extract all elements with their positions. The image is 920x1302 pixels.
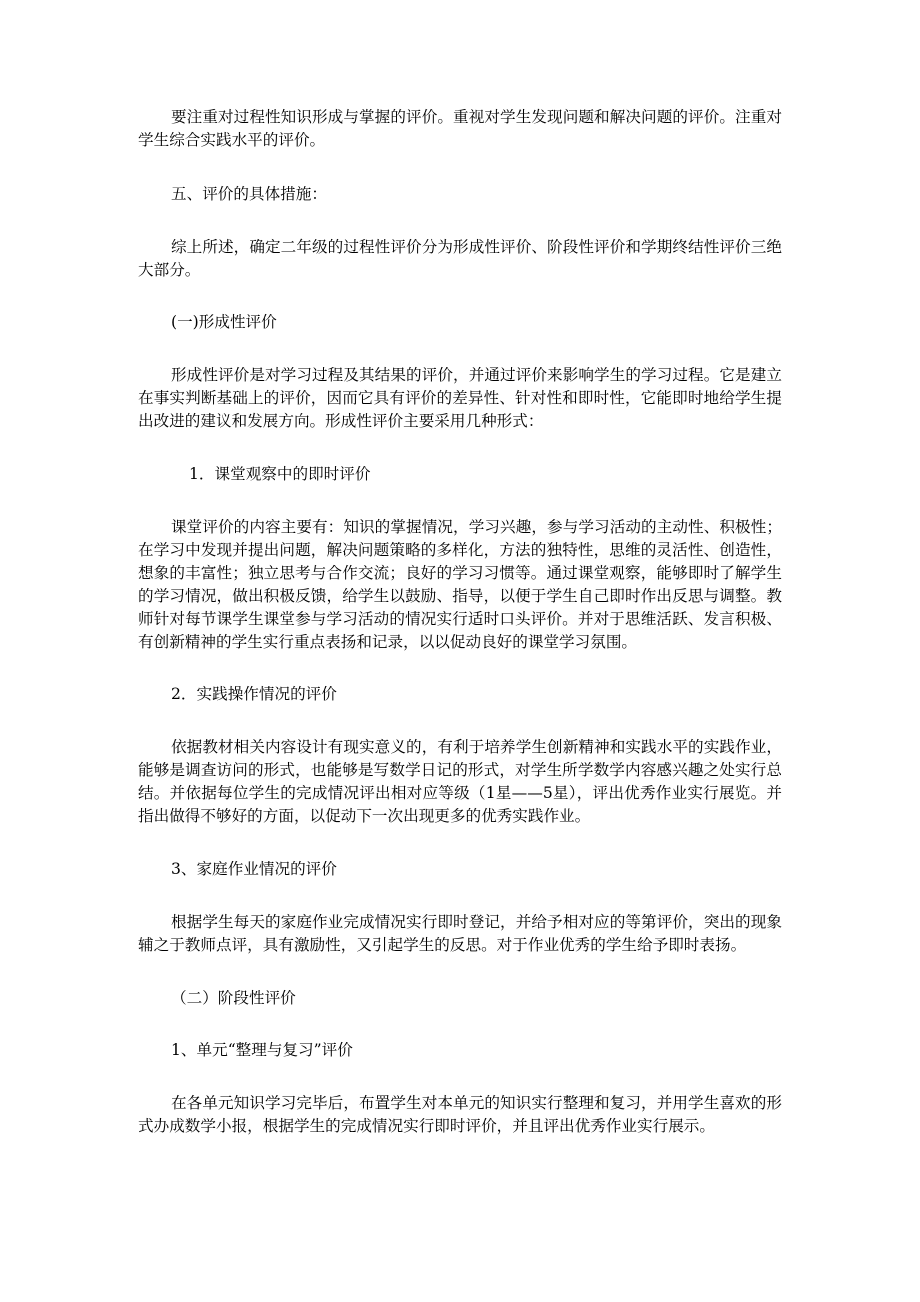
paragraph-practice-evaluation: 依据教材相关内容设计有现实意义的，有利于培养学生创新精神和实践水平的实践作业，能够是调查访问的形式，也能够是写数学日记的形式，对学生所学数学内容感兴趣之处实行总结。并依据每位学生的完成情况评出相对应等级（1星——5星），评出优秀作业实行展览。并指出做得不够好的方面，以促动下一次出现更多的优秀实践作业。 (138, 738, 782, 825)
section-heading-measures: 五、评价的具体措施： (171, 185, 327, 203)
paragraph-process-evaluation: 要注重对过程性知识形成与掌握的评价。重视对学生发现问题和解决问题的评价。注重对学生综合实践水平的评价。 (138, 108, 782, 149)
item-heading-unit-review: 1、单元“整理与复习”评价 (171, 1041, 353, 1059)
paragraph-unit-review: 在各单元知识学习完毕后，布置学生对本单元的知识实行整理和复习，并用学生喜欢的形式办成数学小报，根据学生的完成情况实行即时评价，并且评出优秀作业实行展示。 (138, 1094, 782, 1135)
paragraph-classroom-evaluation: 课堂评价的内容主要有：知识的掌握情况，学习兴趣，参与学习活动的主动性、积极性；在学习中发现并提出问题，解决问题策略的多样化，方法的独特性，思维的灵活性、创造性，想象的丰富性；独立思考与合作交流；良好的学习习惯等。通过课堂观察，能够即时了解学生的学习情况，做出积极反馈，给学生以鼓励、指导，以便于学生自己即时作出反思与调整。教师针对每节课学生课堂参与学习活动的情况实行适时口头评价。并对于思维活跃、发言积极、有创新精神的学生实行重点表扬和记录，以以促动良好的课堂学习氛围。 (138, 518, 782, 651)
subsection-heading-formative: (一)形成性评价 (171, 313, 277, 331)
paragraph-summary: 综上所述，确定二年级的过程性评价分为形成性评价、阶段性评价和学期终结性评价三绝大部分。 (138, 238, 782, 279)
subsection-heading-stage: （二）阶段性评价 (171, 989, 296, 1007)
item-heading-classroom-observation: 1．课堂观察中的即时评价 (189, 465, 371, 483)
item-heading-homework: 3、家庭作业情况的评价 (171, 860, 337, 878)
item-heading-practice: 2．实践操作情况的评价 (171, 685, 337, 703)
document-body (138, 106, 782, 1138)
paragraph-homework-evaluation: 根据学生每天的家庭作业完成情况实行即时登记，并给予相对应的等第评价，突出的现象辅之于教师点评，具有激励性，又引起学生的反思。对于作业优秀的学生给予即时表扬。 (138, 913, 782, 954)
paragraph-formative-description: 形成性评价是对学习过程及其结果的评价，并通过评价来影响学生的学习过程。它是建立在事实判断基础上的评价，因而它具有评价的差异性、针对性和即时性，它能即时地给学生提出改进的建议和发展方向。形成性评价主要采用几种形式： (138, 366, 782, 430)
